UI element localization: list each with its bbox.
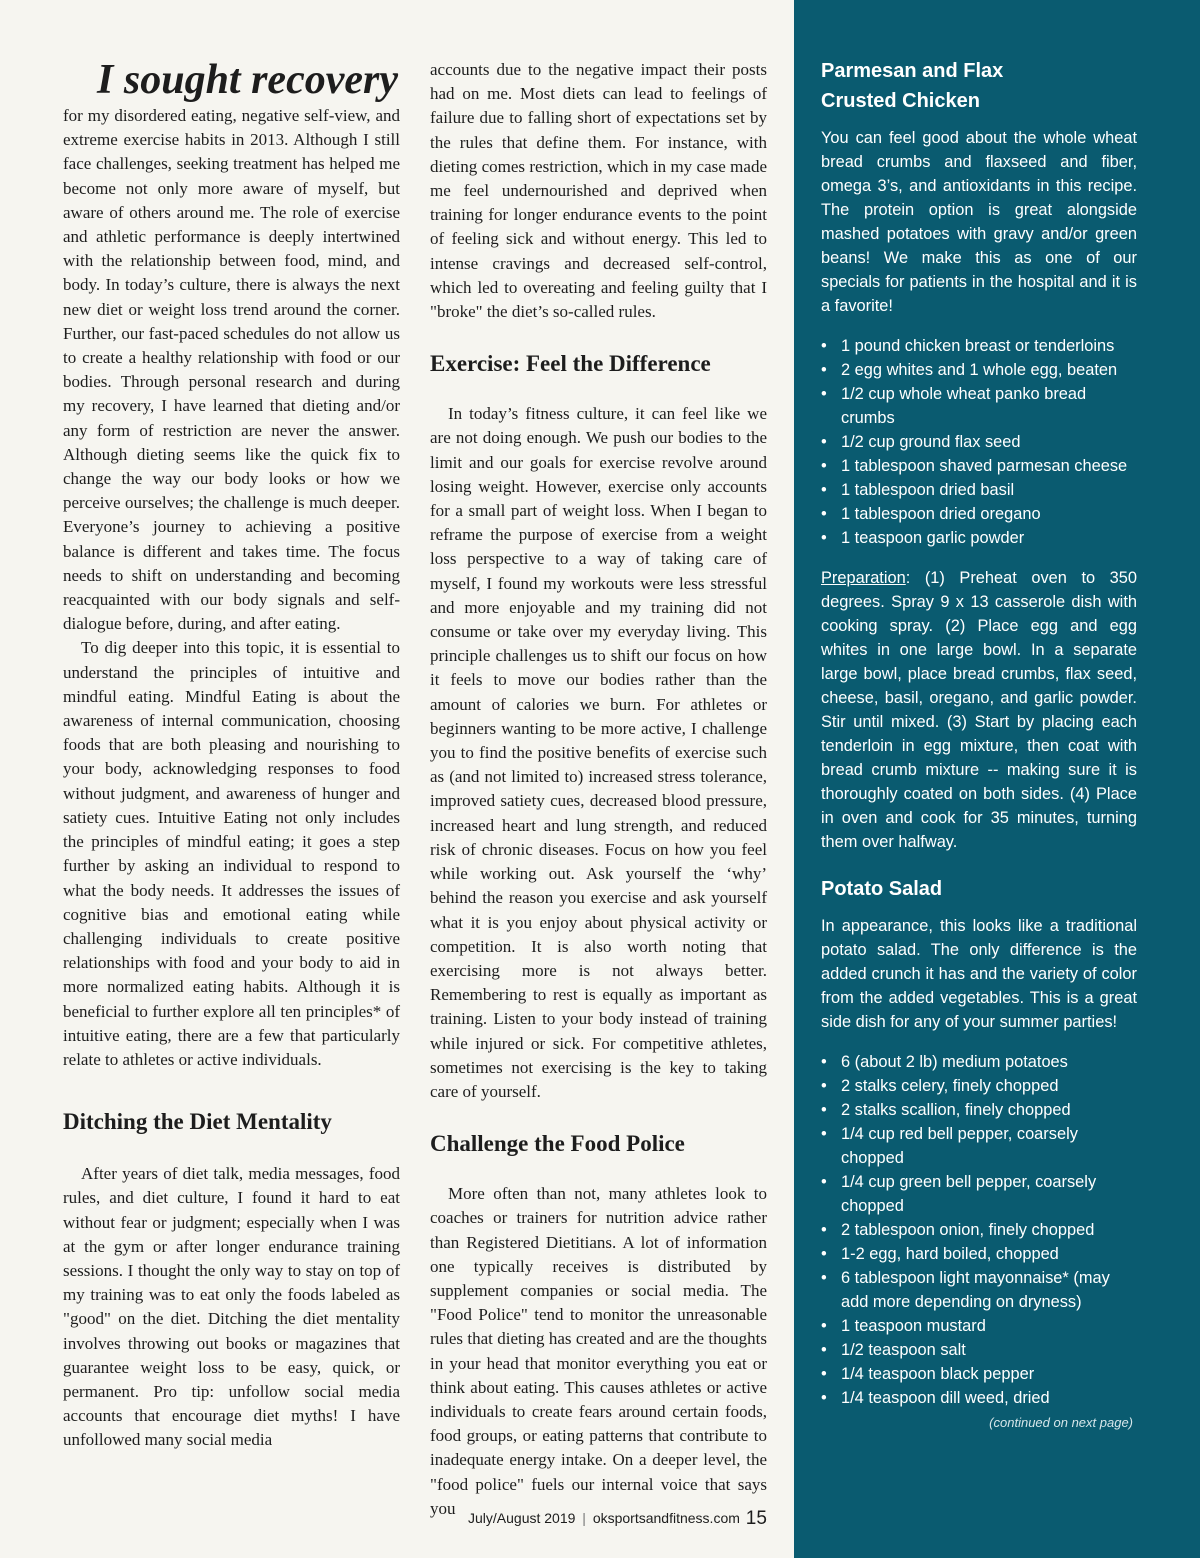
ingredient-item bbox=[821, 382, 1137, 430]
ingredient-item bbox=[821, 1170, 1137, 1218]
bullet-icon: • bbox=[821, 1173, 827, 1191]
article-column-1 bbox=[63, 0, 400, 1453]
bullet-icon: • bbox=[821, 1221, 827, 1239]
body-paragraph: for my disordered eating, negative self-view, and extreme exercise habits in 2013. Although I still face challenges, seeking treatment has helped me become not only more aware of myself, but aware of others around me. The role of exercise and athletic performance is deeply intertwined with the relationship between food, mind, and body. In today’s culture, there is always the next new diet or weight loss trend around the corner. Further, our fast-paced schedules do not allow us to create a healthy relationship with food or our bodies. Through personal research and during my recovery, I have learned that dieting and/or any form of restriction are never the answer. Although dieting seems like the quick fix to change the way our body looks or how we perceive ourselves; the challenge is much deeper. Everyone’s journey to achieving a positive balance is different and takes time. The focus needs to shift on understanding and becoming reacquainted with our body signals and self-dialogue before, during, and after eating. bbox=[63, 106, 400, 634]
bullet-icon: • bbox=[821, 481, 827, 499]
ingredient-item bbox=[821, 502, 1137, 526]
bullet-icon: • bbox=[821, 361, 827, 379]
ingredient-text: 1/4 teaspoon black pepper bbox=[841, 1365, 1035, 1383]
ingredient-text: 1-2 egg, hard boiled, chopped bbox=[841, 1245, 1059, 1263]
bullet-icon: • bbox=[821, 1053, 827, 1071]
bullet-icon: • bbox=[821, 1101, 827, 1119]
ingredient-item bbox=[821, 1386, 1137, 1410]
recipe-title-line: Parmesan and Flax bbox=[821, 60, 1004, 82]
bullet-icon: • bbox=[821, 433, 827, 451]
preparation-text: : (1) Preheat oven to 350 degrees. Spray 9 x 13 casserole dish with cooking spray. (2) Place egg and egg whites in one large bowl. In a separate large bowl, place bread crumbs, flax seed, cheese, basil, oregano, and garlic powder. Stir until mixed. (3) Start by placing each tenderloin in egg mixture, then coat with bread crumb mixture -- making sure it is thoroughly coated on both sides. (4) Place in oven and cook for 35 minutes, turning them over halfway. bbox=[821, 569, 1137, 851]
recipe-sidebar-content bbox=[821, 0, 1137, 1430]
ingredient-text: 1 teaspoon mustard bbox=[841, 1317, 986, 1335]
ingredient-text: 6 tablespoon light mayonnaise* (may add more depending on dryness) bbox=[841, 1269, 1110, 1311]
bullet-icon: • bbox=[821, 1269, 827, 1287]
recipe-intro-chicken: You can feel good about the whole wheat bread crumbs and flaxseed and fiber, omega 3’s, and antioxidants in this recipe. The protein option is great alongside mashed potatoes with gravy and/or green beans! We make this as one of our specials for patients in the hospital and it is a favorite! bbox=[821, 129, 1137, 315]
bullet-icon: • bbox=[821, 457, 827, 475]
ingredient-item bbox=[821, 358, 1137, 382]
ingredient-item bbox=[821, 1098, 1137, 1122]
bullet-icon: • bbox=[821, 1245, 827, 1263]
ingredient-list-potato-salad bbox=[821, 1050, 1137, 1410]
ingredient-item bbox=[821, 1362, 1137, 1386]
ingredient-item bbox=[821, 334, 1137, 358]
body-paragraph: accounts due to the negative impact their posts had on me. Most diets can lead to feelings of failure due to falling short of expectations set by the rules that define them. For instance, with dieting comes restriction, which in my case made me feel undernourished and deprived when training for longer endurance events to the point of feeling sick and without energy. This led to intense cravings and decreased self-control, which led to overeating and feeling guilty that I "broke" the diet’s so-called rules. bbox=[430, 60, 767, 322]
ingredient-text: 1/2 teaspoon salt bbox=[841, 1341, 966, 1359]
preparation-label: Preparation bbox=[821, 569, 906, 587]
bullet-icon: • bbox=[821, 1341, 827, 1359]
website-link[interactable]: oksportsandfitness.com bbox=[592, 1510, 740, 1526]
recipe-sidebar bbox=[794, 0, 1200, 1558]
section-heading-exercise: Exercise: Feel the Difference bbox=[430, 351, 711, 377]
ingredient-item bbox=[821, 454, 1137, 478]
recipe-title-line: Crusted Chicken bbox=[821, 90, 980, 112]
issue-date: July/August 2019 bbox=[468, 1510, 576, 1526]
article-column-2 bbox=[430, 0, 767, 1521]
ingredient-item bbox=[821, 1218, 1137, 1242]
footer-separator: | bbox=[582, 1510, 586, 1526]
bullet-icon: • bbox=[821, 1389, 827, 1407]
ingredient-text: 1/4 cup red bell pepper, coarsely chopped bbox=[841, 1125, 1078, 1167]
body-paragraph: In today’s fitness culture, it can feel like we are not doing enough. We push our bodies to the limit and our goals for exercise revolve around losing weight. However, exercise only accounts for a small part of weight loss. When I began to reframe the purpose of exercise from a weight loss perspective to a way of taking care of myself, I found my workouts were less stressful and more enjoyable and my training did not consume or take over my everyday living. This principle challenges us to shift our focus on how it feels to move our bodies rather than the amount of calories we burn. For athletes or beginners wanting to be more active, I challenge you to find the positive benefits of exercise such as (and not limited to) increased stress tolerance, improved satiety cues, decreased blood pressure, increased heart and lung strength, and reduced risk of chronic diseases. Focus on how you feel while working out. Ask yourself the ‘why’ behind the reason you exercise and ask yourself what it is you enjoy about physical activity or competition. It is also worth noting that exercising more is not always better. Remembering to rest is equally as important as training. Listen to your body instead of training while injured or sick. For competitive athletes, sometimes not exercising is the key to taking care of yourself. bbox=[430, 404, 767, 1101]
bullet-icon: • bbox=[821, 385, 827, 403]
recipe-title-chicken bbox=[821, 56, 1137, 116]
body-paragraph: To dig deeper into this topic, it is essential to understand the principles of intuitive and mindful eating. Mindful Eating is about the awareness of internal communication, choosing foods that are both pleasing and nourishing to your body, acknowledging responses to food without judgment, and awareness of hunger and satiety cues. Intuitive Eating not only includes the principles of mindful eating; it goes a step further by asking an individual to respond to what the body needs. It addresses the issues of cognitive bias and emotional eating while challenging individuals to create positive relationships with food and your body to aid in more normalized eating habits. Although it is beneficial to further explore all ten principles* of intuitive eating, there are a few that particularly relate to athletes or active individuals. bbox=[63, 638, 400, 1069]
ingredient-item bbox=[821, 1314, 1137, 1338]
bullet-icon: • bbox=[821, 1365, 827, 1383]
ingredient-text: 2 egg whites and 1 whole egg, beaten bbox=[841, 361, 1118, 379]
bullet-icon: • bbox=[821, 1077, 827, 1095]
ingredient-item bbox=[821, 1122, 1137, 1170]
ingredient-item bbox=[821, 1050, 1137, 1074]
bullet-icon: • bbox=[821, 505, 827, 523]
ingredient-text: 2 stalks scallion, finely chopped bbox=[841, 1101, 1071, 1119]
ingredient-text: 1 tablespoon dried oregano bbox=[841, 505, 1041, 523]
ingredient-item bbox=[821, 1338, 1137, 1362]
ingredient-list-chicken bbox=[821, 334, 1137, 550]
ingredient-text: 1/4 teaspoon dill weed, dried bbox=[841, 1389, 1050, 1407]
ingredient-text: 2 tablespoon onion, finely chopped bbox=[841, 1221, 1095, 1239]
bullet-icon: • bbox=[821, 529, 827, 547]
ingredient-text: 1 tablespoon dried basil bbox=[841, 481, 1015, 499]
page-number: 15 bbox=[745, 1508, 767, 1529]
recipe-title-potato-salad: Potato Salad bbox=[821, 878, 943, 900]
page-footer bbox=[468, 1508, 767, 1530]
body-paragraph: More often than not, many athletes look to coaches or trainers for nutrition advice rather than Registered Dietitians. A lot of information one typically receives is distributed by supplement companies or social media. The "Food Police" tend to monitor the unreasonable rules that dieting has created and are the thoughts in your head that monitor everything you eat or think about eating. This causes athletes or active individuals to create fears around certain foods, food groups, or eating patterns that contribute to inadequate energy intake. On a deeper level, the "food police" fuels our internal voice that says you bbox=[430, 1184, 767, 1518]
section-heading-food-police: Challenge the Food Police bbox=[430, 1131, 685, 1157]
ingredient-text: 1/2 cup ground flax seed bbox=[841, 433, 1021, 451]
section-heading-diet-mentality: Ditching the Diet Mentality bbox=[63, 1109, 332, 1135]
ingredient-item bbox=[821, 1266, 1137, 1314]
ingredient-text: 1/4 cup green bell pepper, coarsely chopped bbox=[841, 1173, 1097, 1215]
lead-heading: I sought recovery bbox=[97, 57, 398, 103]
ingredient-text: 1/2 cup whole wheat panko bread crumbs bbox=[841, 385, 1087, 427]
recipe-intro-potato-salad: In appearance, this looks like a traditional potato salad. The only difference is the added crunch it has and the variety of color from the added vegetables. This is a great side dish for any of your summer parties! bbox=[821, 917, 1137, 1031]
ingredient-text: 1 teaspoon garlic powder bbox=[841, 529, 1025, 547]
preparation-chicken bbox=[821, 566, 1137, 854]
ingredient-item bbox=[821, 526, 1137, 550]
ingredient-text: 1 pound chicken breast or tenderloins bbox=[841, 337, 1115, 355]
ingredient-item bbox=[821, 478, 1137, 502]
ingredient-item bbox=[821, 430, 1137, 454]
bullet-icon: • bbox=[821, 1317, 827, 1335]
ingredient-item bbox=[821, 1242, 1137, 1266]
ingredient-text: 2 stalks celery, finely chopped bbox=[841, 1077, 1059, 1095]
body-paragraph: After years of diet talk, media messages, food rules, and diet culture, I found it hard to eat without fear or judgment; especially when I was at the gym or after longer endurance training sessions. I thought the only way to stay on top of my training was to eat only the foods labeled as "good" on the diet. Ditching the diet mentality involves throwing out books or magazines that guarantee weight loss to be easy, quick, or permanent. Pro tip: unfollow social media accounts that encourage diet myths! I have unfollowed many social media bbox=[63, 1164, 400, 1450]
ingredient-text: 1 tablespoon shaved parmesan cheese bbox=[841, 457, 1128, 475]
bullet-icon: • bbox=[821, 1125, 827, 1143]
continued-note: (continued on next page) bbox=[989, 1415, 1133, 1430]
ingredient-text: 6 (about 2 lb) medium potatoes bbox=[841, 1053, 1068, 1071]
bullet-icon: • bbox=[821, 337, 827, 355]
ingredient-item bbox=[821, 1074, 1137, 1098]
